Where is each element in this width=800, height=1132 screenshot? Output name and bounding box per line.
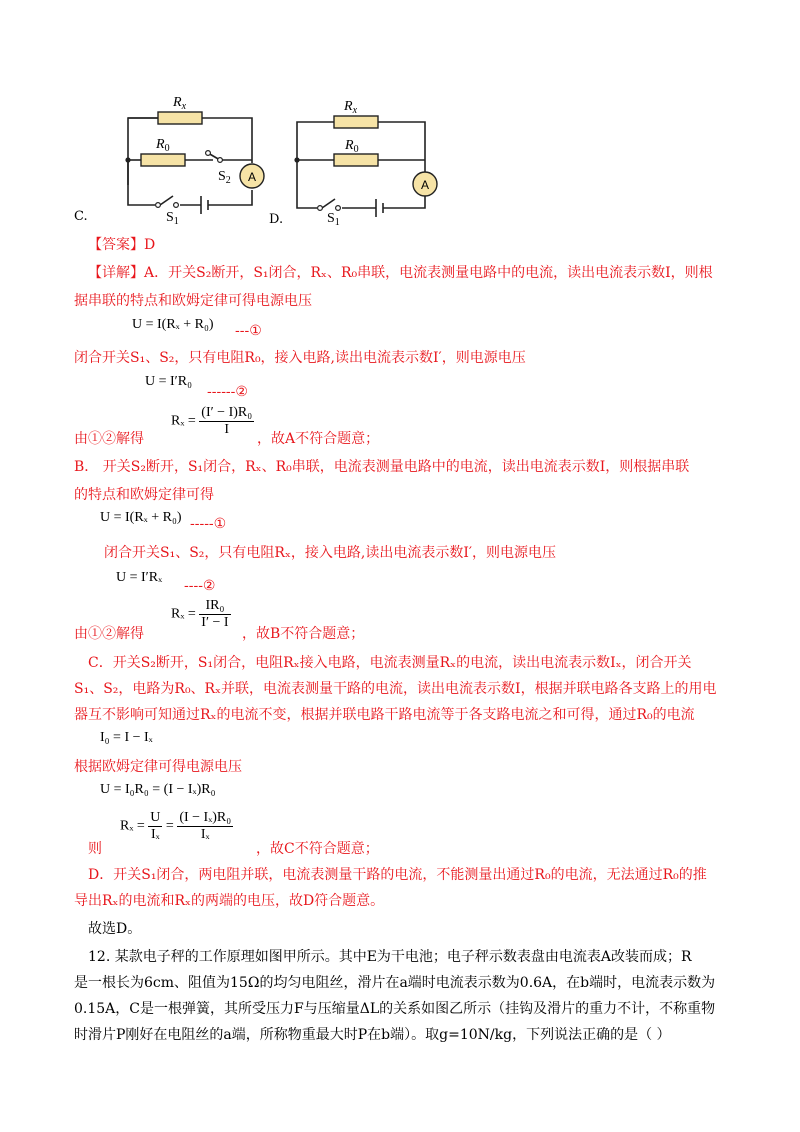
conclusion: 故选D。 xyxy=(88,921,142,937)
explain-b-line4-post: ，故B不符合题意； xyxy=(242,626,365,642)
question-12-line3: 0.15A，C是一根弹簧，其所受压力F与压缩量ΔL的关系如图乙所示（挂钩及滑片的重力不计，不称重物 xyxy=(74,1001,716,1017)
circuit-diagram-d xyxy=(265,88,465,228)
equation-b2-marker: ----② xyxy=(184,578,216,594)
equation-a2: U = I′R₀ xyxy=(145,374,192,389)
explain-c-line4: 根据欧姆定律可得电源电压 xyxy=(74,759,242,775)
equation-b3: Rₓ = $\frac{\text{IR₀}}{I' - I}$ xyxy=(171,598,229,630)
equation-b1-marker: -----① xyxy=(190,516,227,532)
explain-b-line1: B． 开关S₂断开，S₁闭合，Rₓ、R₀串联，电流表测量电路中的电流，读出电流表示数I，则根据串联 xyxy=(74,459,690,475)
explain-a-line4-post: ，故A不符合题意； xyxy=(257,431,380,447)
svg-text:R0: $R_0$ xyxy=(345,138,359,155)
explain-c-line3: 器互不影响可知通过Rₓ的电流不变，根据并联电路干路电流等于各支路电流之和可得，通过R₀的电流 xyxy=(74,707,695,723)
svg-text:S1: $S_1$ xyxy=(166,210,179,227)
equation-c2: U = I₀R₀ = (I − Iₓ)R₀ xyxy=(100,782,216,797)
svg-text:Rx: $R_x$ xyxy=(344,99,358,116)
equation-c3: Rₓ = $\frac{U}{\text{Iₓ}}$ = $\frac{\text{(I − Iₓ)R₀}}{\text{Iₓ}}$ xyxy=(120,810,232,842)
explain-a-line2: 据串联的特点和欧姆定律可得电源电压 xyxy=(74,293,312,309)
equation-a1: U = I(Rₓ + R₀) xyxy=(132,317,214,332)
question-12-line4: 时滑片P刚好在电阻丝的a端，所称物重最大时P在b端）。取g=10N/kg，下列说法正确的是（ ） xyxy=(74,1027,671,1043)
equation-a3: Rₓ = $\frac{\text{(I′ − I)R₀}}{I}$ xyxy=(171,405,253,437)
equation-a1-marker: ---① xyxy=(235,323,262,339)
svg-text:R0: $R_0$ xyxy=(156,137,170,154)
explain-a-line3: 闭合开关S₁、S₂，只有电阻R₀，接入电路,读出电流表示数I′，则电源电压 xyxy=(74,350,526,366)
equation-a2-marker: ------② xyxy=(207,384,248,400)
svg-text:S2: $S_2$ xyxy=(218,169,231,186)
svg-text:Rx: $R_x$ xyxy=(173,95,187,112)
ammeter-label-d: A xyxy=(420,178,430,192)
explain-b-line4-pre: 由①②解得 xyxy=(74,626,144,642)
equation-c1: I₀ = I − Iₓ xyxy=(100,730,153,745)
ammeter-label-c: A xyxy=(247,170,257,184)
explain-c-line5-pre: 则 xyxy=(88,841,102,857)
explain-b-line2: 的特点和欧姆定律可得 xyxy=(74,487,214,503)
equation-b1: U = I(Rₓ + R₀) xyxy=(100,510,182,525)
explain-c-line5-post: ，故C不符合题意； xyxy=(256,841,379,857)
answer-label: 【答案】D xyxy=(88,237,156,253)
svg-text:D.: D. xyxy=(269,212,284,227)
circuit-diagram-c xyxy=(70,88,270,228)
svg-text:S1: $S_1$ xyxy=(327,211,340,228)
explain-d-line2: 导出Rₓ的电流和Rₓ的两端的电压，故D符合题意。 xyxy=(74,893,385,909)
explain-a-line4-pre: 由①②解得 xyxy=(74,431,144,447)
question-12-line2: 是一根长为6cm、阻值为15Ω的均匀电阻丝，滑片在a端时电流表示数为0.6A，在b端时，电流表示数为 xyxy=(74,975,716,991)
equation-b2: U = I′Rₓ xyxy=(116,570,163,585)
explain-c-line1: C．开关S₂断开，S₁闭合，电阻Rₓ接入电路，电流表测量Rₓ的电流，读出电流表示数Iₓ，闭合开关 xyxy=(88,655,692,671)
explain-d-line1: D．开关S₁闭合，两电阻并联，电流表测量干路的电流，不能测量出通过R₀的电流，无法通过R₀的推 xyxy=(88,867,707,883)
explain-b-line3: 闭合开关S₁、S₂，只有电阻Rₓ，接入电路,读出电流表示数I′，则电源电压 xyxy=(104,545,557,561)
explain-c-line2: S₁、S₂，电路为R₀、Rₓ并联，电流表测量干路的电流，读出电流表示数I，根据并联电路各支路上的用电 xyxy=(74,681,717,697)
explain-a-line1: 【详解】A．开关S₂断开，S₁闭合，Rₓ、R₀串联，电流表测量电路中的电流，读出电流表示数I，则根 xyxy=(88,265,713,281)
svg-text:C.: C. xyxy=(74,209,88,224)
question-12-line1: 12. 某款电子秤的工作原理如图甲所示。其中E为干电池；电子秤示数表盘由电流表A改装而成；R xyxy=(88,949,692,965)
